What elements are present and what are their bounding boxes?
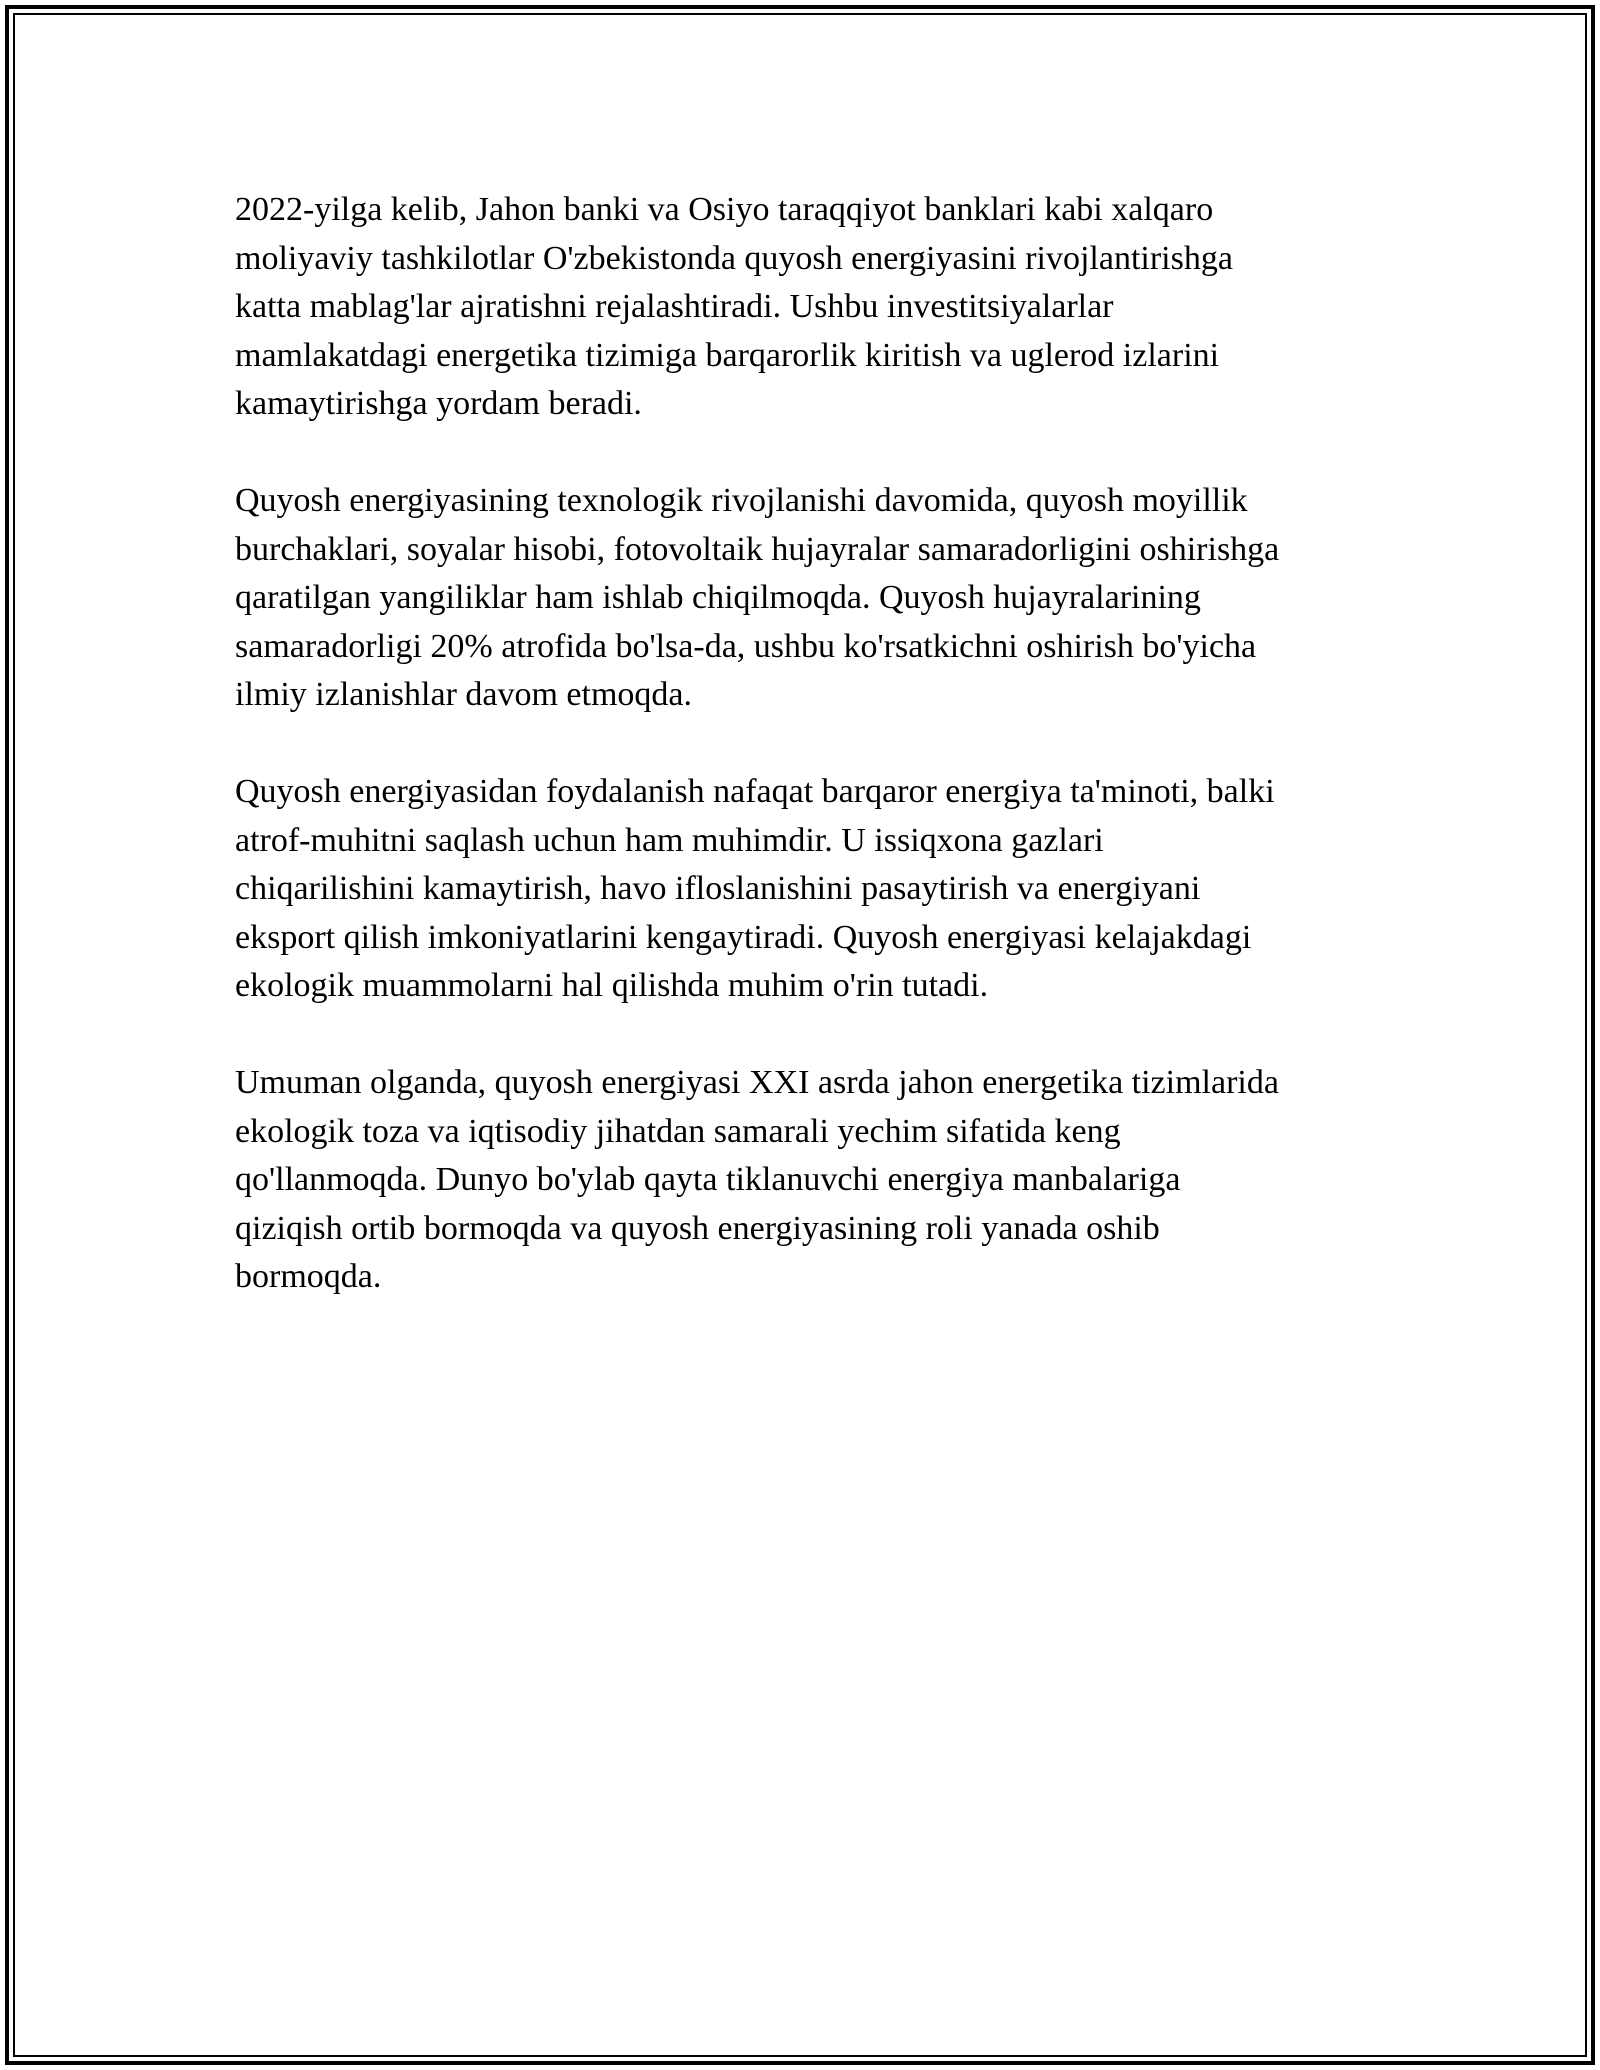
document-body xyxy=(235,186,1375,1350)
text-line: mamlakatdagi energetika tizimiga barqarorlik kiritish va uglerod izlarini xyxy=(235,336,1220,374)
text-line: Umuman olganda, quyosh energiyasi XXI asrda jahon energetika tizimlarida xyxy=(235,1064,1279,1101)
text-line: ekologik muammolarni hal qilishda muhim o'rin tutadi. xyxy=(235,967,989,1004)
text-line: ilmiy izlanishlar davom etmoqda. xyxy=(235,676,693,713)
text-line: samaradorligi 20% atrofida bo'lsa-da, ushbu ko'rsatkichni oshirish bo'yicha xyxy=(235,627,1257,665)
paragraph-2 xyxy=(235,477,1375,720)
text-line: kamaytirishga yordam beradi. xyxy=(235,385,642,422)
text-line: chiqarilishini kamaytirish, havo ifloslanishini pasaytirish va energiyani xyxy=(235,870,1201,907)
text-line: 2022-yilga kelib, Jahon banki va Osiyo taraqqiyot banklari kabi xalqaro xyxy=(235,191,1214,228)
text-line: katta mablag'lar ajratishni rejalashtiradi. Ushbu investitsiyalarlar xyxy=(235,288,1114,325)
text-line: ekologik toza va iqtisodiy jihatdan samarali yechim sifatida keng xyxy=(235,1112,1121,1150)
paragraph-3 xyxy=(235,768,1375,1011)
paragraph-1 xyxy=(235,186,1375,429)
text-line: bormoqda. xyxy=(235,1258,382,1295)
paragraph-4 xyxy=(235,1059,1375,1302)
text-line: eksport qilish imkoniyatlarini kengaytiradi. Quyosh energiyasi kelajakdagi xyxy=(235,918,1252,956)
text-line: moliyaviy tashkilotlar O'zbekistonda quyosh energiyasini rivojlantirishga xyxy=(235,239,1233,277)
text-line: atrof-muhitni saqlash uchun ham muhimdir. U issiqxona gazlari xyxy=(235,821,1104,859)
text-line: qaratilgan yangiliklar ham ishlab chiqilmoqda. Quyosh hujayralarining xyxy=(235,579,1201,616)
text-line: Quyosh energiyasining texnologik rivojlanishi davomida, quyosh moyillik xyxy=(235,482,1248,519)
text-line: burchaklari, soyalar hisobi, fotovoltaik hujayralar samaradorligini oshirishga xyxy=(235,530,1280,568)
text-line: Quyosh energiyasidan foydalanish nafaqat barqaror energiya ta'minoti, balki xyxy=(235,773,1275,810)
text-line: qo'llanmoqda. Dunyo bo'ylab qayta tiklanuvchi energiya manbalariga xyxy=(235,1161,1181,1198)
text-line: qiziqish ortib bormoqda va quyosh energiyasining roli yanada oshib xyxy=(235,1209,1160,1247)
